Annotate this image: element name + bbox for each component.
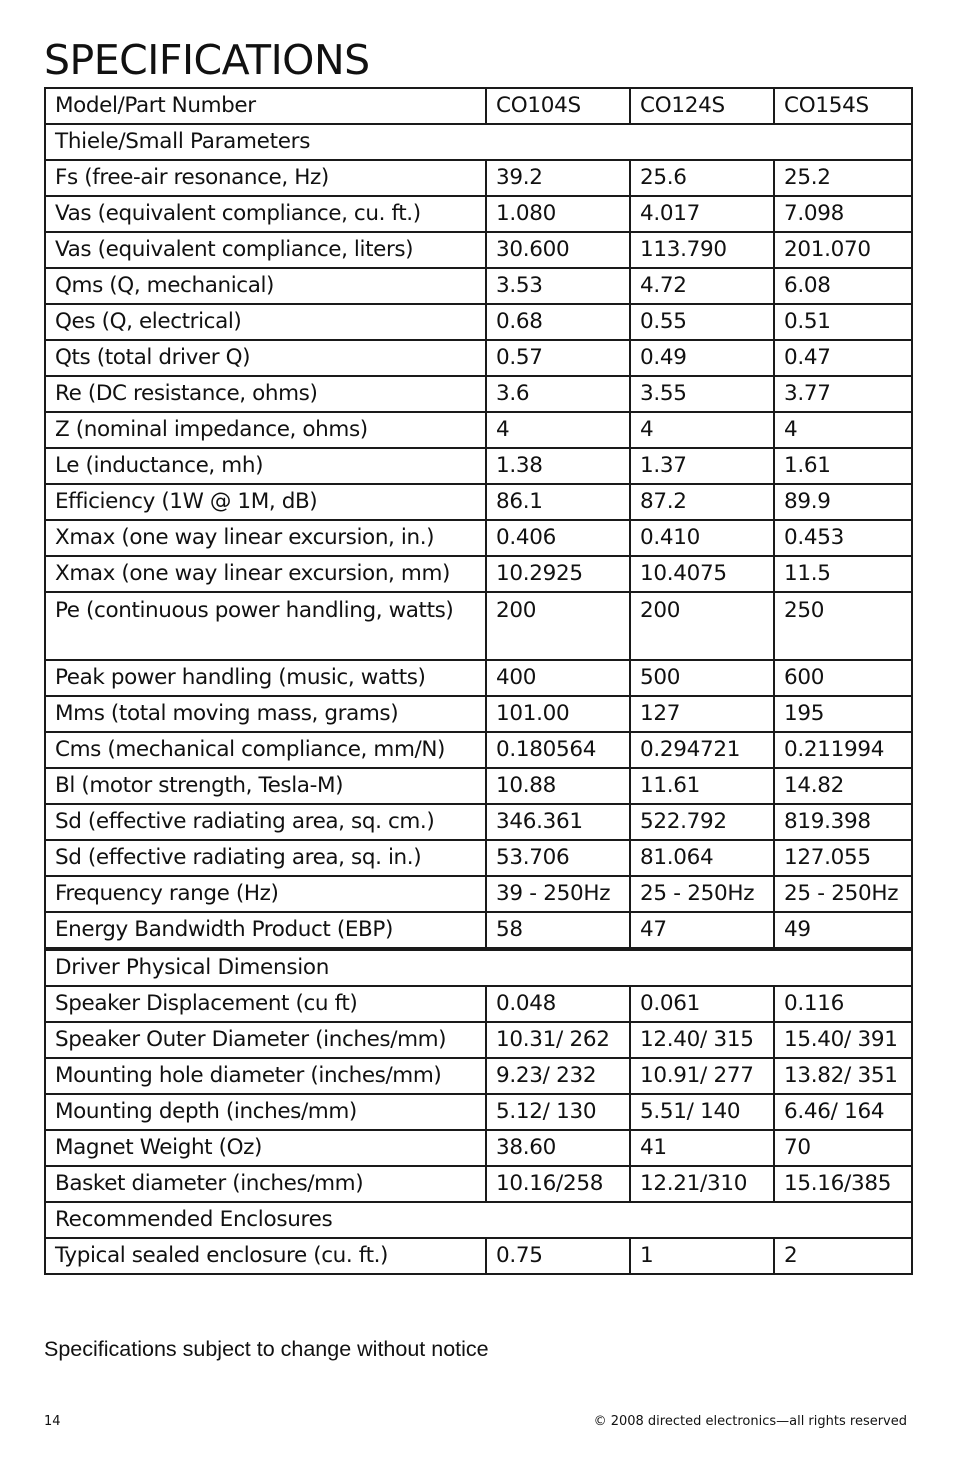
parameter-label: Energy Bandwidth Product (EBP) [45,912,486,949]
parameter-value: 10.16/258 [486,1166,630,1202]
parameter-value: 6.08 [774,268,912,304]
parameter-value: 38.60 [486,1130,630,1166]
parameter-value: 195 [774,696,912,732]
parameter-value: 201.070 [774,232,912,268]
parameter-label: Basket diameter (inches/mm) [45,1166,486,1202]
table-row [45,448,912,484]
parameter-value: 4 [774,412,912,448]
table-row [45,520,912,556]
parameter-value: 4.017 [630,196,774,232]
parameter-value: 87.2 [630,484,774,520]
table-row [45,1238,912,1274]
parameter-value: 0.68 [486,304,630,340]
parameter-value: 89.9 [774,484,912,520]
parameter-value: 600 [774,660,912,696]
parameter-value: 49 [774,912,912,949]
parameter-label: Vas (equivalent compliance, cu. ft.) [45,196,486,232]
parameter-value: 0.061 [630,986,774,1022]
parameter-value: 819.398 [774,804,912,840]
table-row [45,1130,912,1166]
parameter-value: 15.40/ 391 [774,1022,912,1058]
parameter-value: 5.51/ 140 [630,1094,774,1130]
header-model-cell: CO104S [486,88,630,124]
disclaimer-note: Specifications subject to change without notice [44,1337,489,1361]
parameter-value: 0.048 [486,986,630,1022]
parameter-label: Speaker Outer Diameter (inches/mm) [45,1022,486,1058]
parameter-value: 200 [486,592,630,660]
parameter-value: 1.38 [486,448,630,484]
parameter-value: 25.6 [630,160,774,196]
parameter-value: 500 [630,660,774,696]
parameter-value: 39.2 [486,160,630,196]
header-label-cell: Model/Part Number [45,88,486,124]
table-row [45,1058,912,1094]
parameter-value: 1 [630,1238,774,1274]
parameter-label: Peak power handling (music, watts) [45,660,486,696]
table-row [45,592,912,660]
parameter-label: Re (DC resistance, ohms) [45,376,486,412]
parameter-value: 3.6 [486,376,630,412]
parameter-value: 0.49 [630,340,774,376]
parameter-value: 10.88 [486,768,630,804]
parameter-value: 13.82/ 351 [774,1058,912,1094]
parameter-value: 0.211994 [774,732,912,768]
parameter-value: 25.2 [774,160,912,196]
parameter-label: Xmax (one way linear excursion, in.) [45,520,486,556]
page-number: 14 [44,1414,61,1429]
table-row [45,304,912,340]
parameter-value: 0.75 [486,1238,630,1274]
parameter-value: 39 - 250Hz [486,876,630,912]
specifications-table [44,87,913,1275]
section-header-row [45,949,912,986]
table-row [45,768,912,804]
parameter-value: 3.77 [774,376,912,412]
parameter-value: 12.40/ 315 [630,1022,774,1058]
parameter-value: 11.61 [630,768,774,804]
parameter-value: 5.12/ 130 [486,1094,630,1130]
parameter-label: Magnet Weight (Oz) [45,1130,486,1166]
parameter-value: 25 - 250Hz [774,876,912,912]
table-row [45,804,912,840]
parameter-value: 346.361 [486,804,630,840]
parameter-value: 0.453 [774,520,912,556]
table-row [45,268,912,304]
parameter-value: 47 [630,912,774,949]
parameter-value: 400 [486,660,630,696]
parameter-value: 0.55 [630,304,774,340]
parameter-value: 200 [630,592,774,660]
parameter-label: Typical sealed enclosure (cu. ft.) [45,1238,486,1274]
table-row [45,660,912,696]
parameter-label: Mms (total moving mass, grams) [45,696,486,732]
table-row [45,412,912,448]
parameter-label: Frequency range (Hz) [45,876,486,912]
parameter-label: Qts (total driver Q) [45,340,486,376]
parameter-value: 6.46/ 164 [774,1094,912,1130]
parameter-value: 11.5 [774,556,912,592]
parameter-value: 4 [486,412,630,448]
parameter-label: Bl (motor strength, Tesla-M) [45,768,486,804]
parameter-value: 7.098 [774,196,912,232]
parameter-value: 70 [774,1130,912,1166]
parameter-label: Sd (effective radiating area, sq. in.) [45,840,486,876]
parameter-value: 0.180564 [486,732,630,768]
table-row [45,912,912,949]
parameter-value: 10.2925 [486,556,630,592]
parameter-value: 4 [630,412,774,448]
parameter-value: 41 [630,1130,774,1166]
table-row [45,696,912,732]
parameter-value: 0.294721 [630,732,774,768]
parameter-value: 14.82 [774,768,912,804]
parameter-label: Z (nominal impedance, ohms) [45,412,486,448]
section-title: Recommended Enclosures [45,1202,912,1238]
parameter-value: 0.57 [486,340,630,376]
parameter-value: 101.00 [486,696,630,732]
parameter-label: Le (inductance, mh) [45,448,486,484]
table-row [45,376,912,412]
parameter-label: Pe (continuous power handling, watts) [45,592,486,660]
parameter-value: 3.55 [630,376,774,412]
header-model-cell: CO124S [630,88,774,124]
table-row [45,1022,912,1058]
parameter-value: 58 [486,912,630,949]
section-header-row [45,1202,912,1238]
parameter-value: 9.23/ 232 [486,1058,630,1094]
parameter-label: Qms (Q, mechanical) [45,268,486,304]
parameter-label: Mounting hole diameter (inches/mm) [45,1058,486,1094]
parameter-value: 10.31/ 262 [486,1022,630,1058]
parameter-value: 113.790 [630,232,774,268]
parameter-value: 0.406 [486,520,630,556]
parameter-value: 10.4075 [630,556,774,592]
parameter-value: 12.21/310 [630,1166,774,1202]
parameter-value: 30.600 [486,232,630,268]
parameter-value: 10.91/ 277 [630,1058,774,1094]
parameter-value: 522.792 [630,804,774,840]
table-row [45,1166,912,1202]
parameter-value: 3.53 [486,268,630,304]
parameter-value: 53.706 [486,840,630,876]
parameter-label: Efficiency (1W @ 1M, dB) [45,484,486,520]
parameter-value: 1.080 [486,196,630,232]
table-row [45,340,912,376]
parameter-label: Speaker Displacement (cu ft) [45,986,486,1022]
parameter-value: 0.51 [774,304,912,340]
table-row [45,196,912,232]
page-title: SPECIFICATIONS [44,36,370,84]
parameter-value: 1.37 [630,448,774,484]
parameter-value: 81.064 [630,840,774,876]
parameter-value: 0.410 [630,520,774,556]
section-title: Driver Physical Dimension [45,949,912,986]
table-row [45,986,912,1022]
table-row [45,876,912,912]
section-title: Thiele/Small Parameters [45,124,912,160]
copyright-notice: © 2008 directed electronics—all rights reserved [593,1414,907,1429]
parameter-value: 86.1 [486,484,630,520]
parameter-value: 127.055 [774,840,912,876]
table-row [45,840,912,876]
parameter-value: 250 [774,592,912,660]
parameter-label: Qes (Q, electrical) [45,304,486,340]
parameter-value: 15.16/385 [774,1166,912,1202]
parameter-value: 127 [630,696,774,732]
table-row [45,160,912,196]
table-row [45,556,912,592]
parameter-label: Mounting depth (inches/mm) [45,1094,486,1130]
parameter-value: 0.47 [774,340,912,376]
parameter-label: Xmax (one way linear excursion, mm) [45,556,486,592]
parameter-label: Vas (equivalent compliance, liters) [45,232,486,268]
parameter-value: 4.72 [630,268,774,304]
section-header-row [45,124,912,160]
parameter-value: 0.116 [774,986,912,1022]
table-row [45,484,912,520]
parameter-value: 25 - 250Hz [630,876,774,912]
header-model-cell: CO154S [774,88,912,124]
table-row [45,232,912,268]
parameter-label: Fs (free-air resonance, Hz) [45,160,486,196]
parameter-value: 2 [774,1238,912,1274]
table-row [45,1094,912,1130]
table-row [45,732,912,768]
table-header-row [45,88,912,124]
parameter-label: Sd (effective radiating area, sq. cm.) [45,804,486,840]
specifications-table-body [45,88,912,1274]
parameter-value: 1.61 [774,448,912,484]
parameter-label: Cms (mechanical compliance, mm/N) [45,732,486,768]
